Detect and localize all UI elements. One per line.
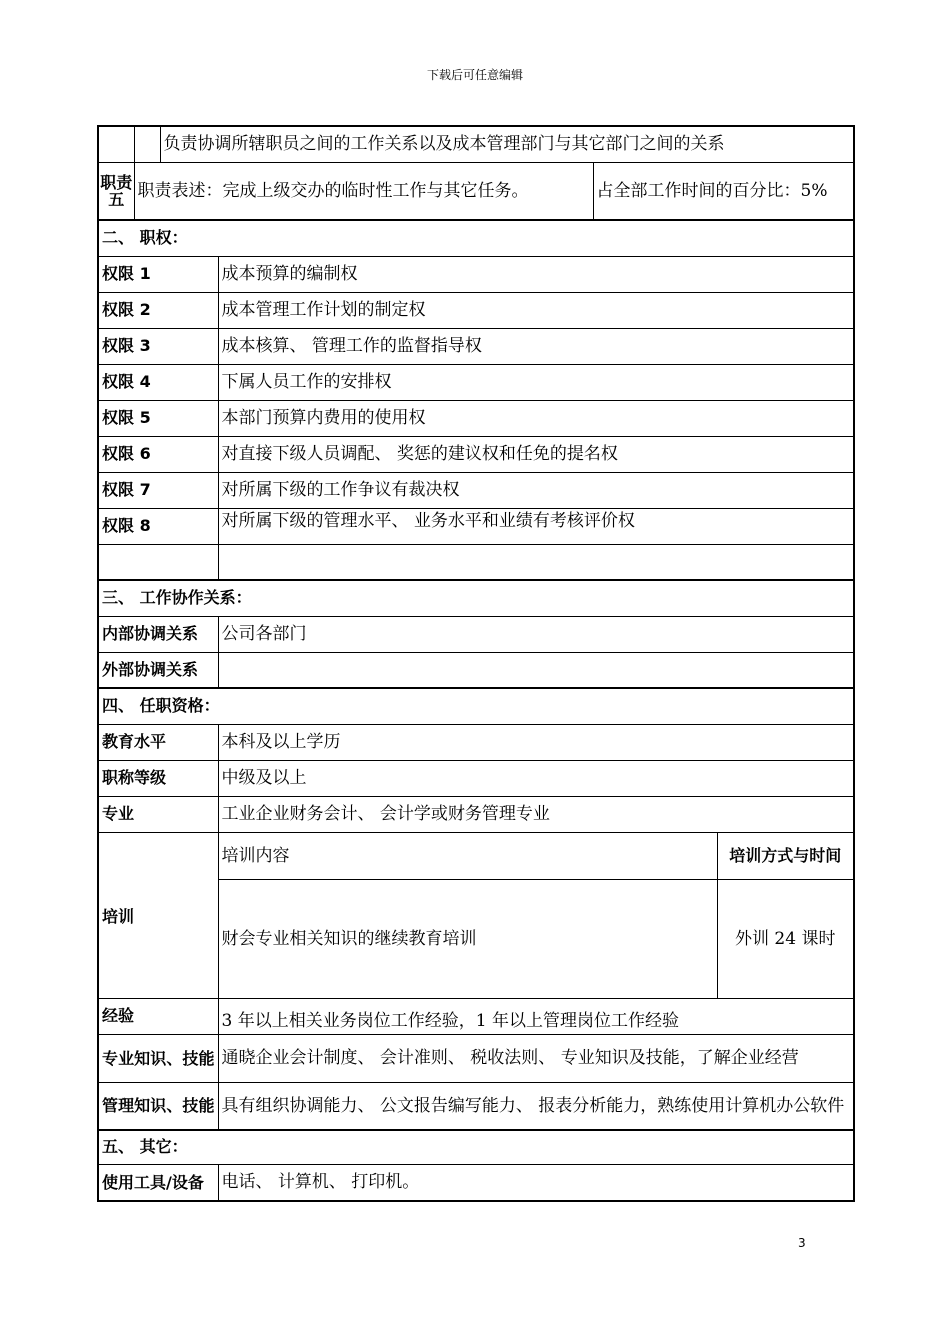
duty5-relation-text: 负责协调所辖职员之间的工作关系以及成本管理部门与其它部门之间的关系 [160,126,854,162]
title-value: 中级及以上 [218,760,854,796]
header-note: 下载后可任意编辑 [426,68,523,82]
major-label: 专业 [98,796,218,832]
knowledge-label: 专业知识、技能 [98,1034,218,1082]
knowledge-value: 通晓企业会计制度、 会计准则、 税收法则、 专业知识及技能，了解企业经营 [218,1034,854,1082]
authority-value: 本部门预算内费用的使用权 [218,400,854,436]
authority-value: 成本管理工作计划的制定权 [218,292,854,328]
other-section-row [98,1130,854,1164]
title-row [98,760,854,796]
other-section-title: 五、 其它： [98,1130,854,1164]
external-value [218,652,854,688]
experience-value: 3 年以上相关业务岗位工作经验，1 年以上管理岗位工作经验 [218,998,854,1034]
job-description-table [97,125,853,1202]
authority-label: 权限 3 [98,328,218,364]
authority-value: 对直接下级人员调配、 奖惩的建议权和任免的提名权 [218,436,854,472]
authority-row [98,508,854,544]
title-label: 职称等级 [98,760,218,796]
cooperation-section-title: 三、 工作协作关系： [98,580,854,616]
external-label: 外部协调关系 [98,652,218,688]
empty-cell [134,126,160,162]
training-method-header: 培训方式与时间 [717,832,854,879]
authority-value: 对所属下级的工作争议有裁决权 [218,472,854,508]
authority-label: 权限 5 [98,400,218,436]
authority-row [98,364,854,400]
mgmt-label: 管理知识、技能 [98,1082,218,1130]
training-header-row [98,832,854,879]
authority-label: 权限 7 [98,472,218,508]
experience-row [98,998,854,1034]
authority-label: 权限 8 [98,508,218,544]
empty-cell [218,544,854,580]
authority-value: 下属人员工作的安排权 [218,364,854,400]
duty5-description: 职责表述：完成上级交办的临时性工作与其它任务。 [134,162,593,220]
page-number: 3 [798,1236,806,1250]
training-content-header: 培训内容 [218,832,717,879]
training-method: 外训 24 课时 [717,879,854,998]
duty5-row [98,162,854,220]
authority-section-row [98,220,854,256]
training-content: 财会专业相关知识的继续教育培训 [218,879,717,998]
authority-label: 权限 2 [98,292,218,328]
internal-row [98,616,854,652]
authority-row [98,292,854,328]
education-label: 教育水平 [98,724,218,760]
tools-label: 使用工具/设备 [98,1164,218,1201]
education-value: 本科及以上学历 [218,724,854,760]
authority-row [98,400,854,436]
duty5-percent: 占全部工作时间的百分比：5% [593,162,854,220]
authority-row [98,256,854,292]
qualification-section-row [98,688,854,724]
internal-value: 公司各部门 [218,616,854,652]
tools-row [98,1164,854,1201]
authority-row [98,328,854,364]
authority-value: 成本预算的编制权 [218,256,854,292]
major-value: 工业企业财务会计、 会计学或财务管理专业 [218,796,854,832]
external-row [98,652,854,688]
internal-label: 内部协调关系 [98,616,218,652]
empty-cell [98,544,218,580]
qualification-section-title: 四、 任职资格： [98,688,854,724]
authority-value: 对所属下级的管理水平、 业务水平和业绩有考核评价权 [218,508,854,544]
education-row [98,724,854,760]
authority-label: 权限 1 [98,256,218,292]
mgmt-row [98,1082,854,1130]
authority-row [98,472,854,508]
experience-label: 经验 [98,998,218,1034]
duty5-label: 职责五 [98,162,134,220]
knowledge-row [98,1034,854,1082]
empty-cell [98,126,134,162]
authority-label: 权限 4 [98,364,218,400]
authority-row [98,436,854,472]
authority-blank-row [98,544,854,580]
tools-value: 电话、 计算机、 打印机。 [218,1164,854,1201]
duty5-relation-row [98,126,854,162]
cooperation-section-row [98,580,854,616]
major-row [98,796,854,832]
training-label: 培训 [98,832,218,998]
authority-label: 权限 6 [98,436,218,472]
authority-value: 成本核算、 管理工作的监督指导权 [218,328,854,364]
authority-section-title: 二、 职权： [98,220,854,256]
mgmt-value: 具有组织协调能力、 公文报告编写能力、 报表分析能力，熟练使用计算机办公软件 [218,1082,854,1130]
